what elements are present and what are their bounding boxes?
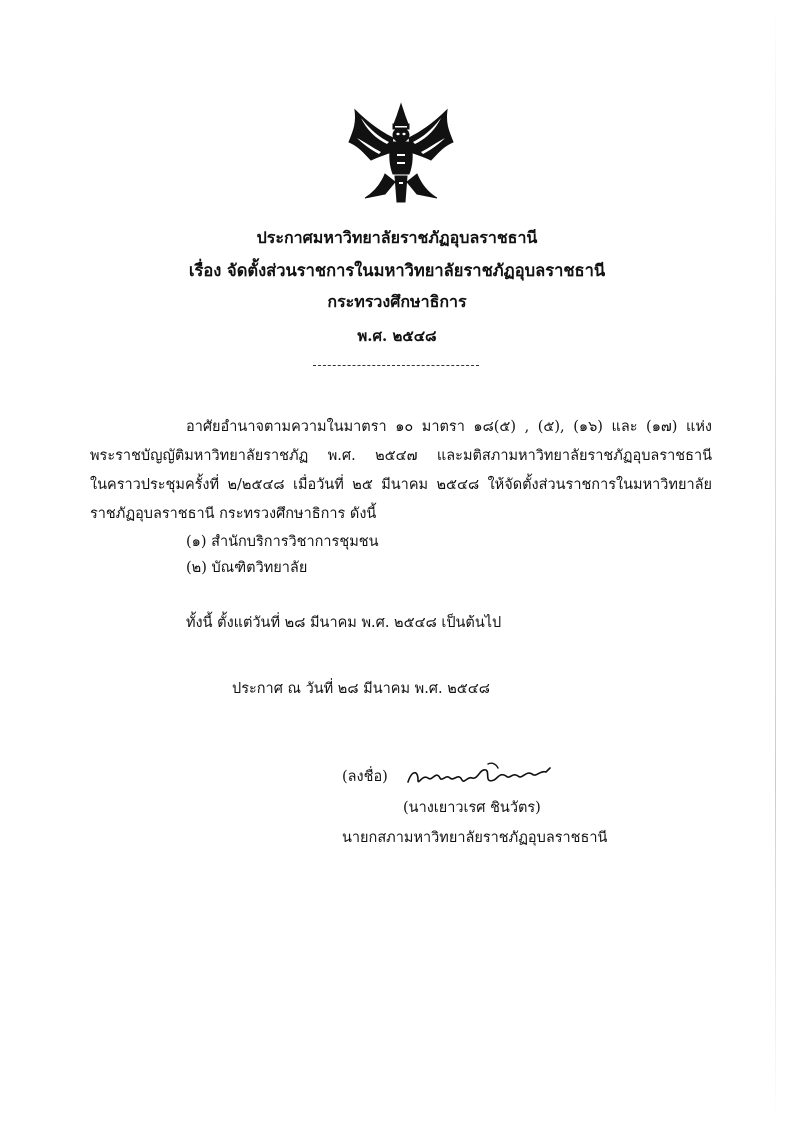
document-title: ประกาศมหาวิทยาลัยราชภัฏอุบลราชธานี [256,228,538,247]
effective-date: ทั้งนี้ ตั้งแต่วันที่ ๒๘ มีนาคม พ.ศ. ๒๕๔๘ เป็นต้นไป [186,615,502,631]
signatory-name: (นางเยาวเรศ ชินวัตร) [403,800,541,816]
body-line-2: พระราชบัญญัติมหาวิทยาลัยราชภัฏ พ.ศ. ๒๕๔๗ และมติสภามหาวิทยาลัยราชภัฏอุบลราชธานี [90,448,712,464]
body-line-3: ในคราวประชุมครั้งที่ ๒/๒๕๔๘ เมื่อวันที่ ๒๕ มีนาคม ๒๕๔๘ ให้จัดตั้งส่วนราชการในมหาวิทยาลัย [90,477,712,493]
ministry-name: กระทรวงศึกษาธิการ [327,292,467,311]
scan-edge [775,0,776,1123]
list-item-2: (๒) บัณฑิตวิทยาลัย [186,560,308,576]
sign-label: (ลงชื่อ) [342,769,388,785]
announcement-date: ประกาศ ณ วันที่ ๒๘ มีนาคม พ.ศ. ๒๕๔๘ [232,681,490,697]
garuda-emblem [345,102,457,206]
list-item-1: (๑) สำนักบริการวิชาการชุมชน [186,534,379,550]
signatory-position: นายกสภามหาวิทยาลัยราชภัฏอุบลราชธานี [342,830,608,846]
body-line-4: ราชภัฏอุบลราชธานี กระทรวงศึกษาธิการ ดังนี้ [90,506,377,522]
document-subject: เรื่อง จัดตั้งส่วนราชการในมหาวิทยาลัยราชภัฏอุบลราชธานี [188,261,606,280]
header-divider [313,365,479,366]
body-line-1: อาศัยอำนาจตามความในมาตรา ๑๐ มาตรา ๑๘(๕) , (๕), (๑๖) และ (๑๗) แห่ง [186,419,712,435]
handwritten-signature [404,760,554,794]
document-year: พ.ศ. ๒๕๔๘ [357,327,437,345]
